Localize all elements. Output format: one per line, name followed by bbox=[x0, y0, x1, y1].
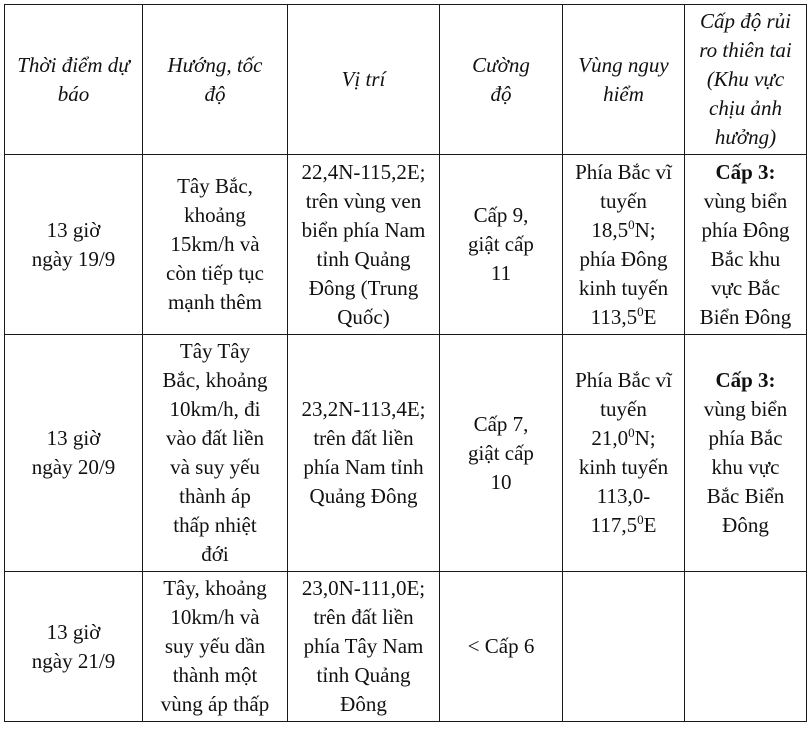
header-direction-speed: Hướng, tốc độ bbox=[143, 5, 288, 155]
degree-mark: 0 bbox=[637, 512, 644, 527]
cell-intensity: < Cấp 6 bbox=[440, 572, 563, 722]
degree-mark: 0 bbox=[628, 216, 635, 232]
danger-text-b: N; kinh tuyến 113,0- 117,5 bbox=[578, 426, 669, 537]
cell-risk bbox=[685, 155, 807, 335]
table-row bbox=[5, 335, 807, 572]
risk-level-label: Cấp 3: bbox=[715, 159, 776, 184]
danger-text-b: N; phía Đông kinh tuyến 113,5 bbox=[578, 217, 669, 329]
cell-direction: Tây Bắc, khoảng 15km/h và còn tiếp tục mạnh thêm bbox=[143, 155, 288, 335]
cell-intensity: Cấp 9, giật cấp 11 bbox=[440, 155, 563, 335]
danger-text-a: Phía Bắc vĩ tuyến 18,5 bbox=[575, 159, 672, 242]
danger-text-c: E bbox=[643, 513, 657, 537]
cell-time: 13 giờ ngày 20/9 bbox=[5, 335, 143, 572]
danger-text-a: Phía Bắc vĩ tuyến 21,0 bbox=[575, 368, 672, 450]
cell-danger-zone bbox=[563, 335, 685, 572]
cell-danger-zone-empty bbox=[563, 572, 685, 722]
cell-risk-empty bbox=[685, 572, 807, 722]
header-danger-zone: Vùng nguy hiểm bbox=[563, 5, 685, 155]
cell-position: 23,2N-113,4E; trên đất liền phía Nam tỉnh Quảng Đông bbox=[288, 335, 440, 572]
degree-mark: 0 bbox=[637, 303, 644, 319]
header-position: Vị trí bbox=[288, 5, 440, 155]
cell-position: 22,4N-115,2E; trên vùng ven biển phía Nam tỉnh Quảng Đông (Trung Quốc) bbox=[288, 155, 440, 335]
cell-risk bbox=[685, 335, 807, 572]
degree-mark: 0 bbox=[628, 425, 635, 440]
cell-time: 13 giờ ngày 21/9 bbox=[5, 572, 143, 722]
cell-time: 13 giờ ngày 19/9 bbox=[5, 155, 143, 335]
header-risk-level: Cấp độ rủi ro thiên tai (Khu vực chịu ảnh hưởng) bbox=[685, 5, 807, 155]
danger-text-c: E bbox=[643, 304, 657, 329]
header-intensity: Cường độ bbox=[440, 5, 563, 155]
risk-area-text: vùng biển phía Bắc khu vực Bắc Biển Đông bbox=[703, 397, 788, 537]
risk-area-text: vùng biển phía Đông Bắc khu vực Bắc Biển Đông bbox=[699, 188, 792, 329]
cell-direction: Tây, khoảng 10km/h và suy yếu dần thành một vùng áp thấp bbox=[143, 572, 288, 722]
forecast-table bbox=[4, 4, 807, 722]
header-forecast-time: Thời điểm dự báo bbox=[5, 5, 143, 155]
cell-position: 23,0N-111,0E; trên đất liền phía Tây Nam tỉnh Quảng Đông bbox=[288, 572, 440, 722]
table-row bbox=[5, 155, 807, 335]
table-row bbox=[5, 572, 807, 722]
risk-level-label: Cấp 3: bbox=[715, 368, 776, 392]
cell-intensity: Cấp 7, giật cấp 10 bbox=[440, 335, 563, 572]
cell-danger-zone bbox=[563, 155, 685, 335]
header-row bbox=[5, 5, 807, 155]
cell-direction: Tây Tây Bắc, khoảng 10km/h, đi vào đất liền và suy yếu thành áp thấp nhiệt đới bbox=[143, 335, 288, 572]
